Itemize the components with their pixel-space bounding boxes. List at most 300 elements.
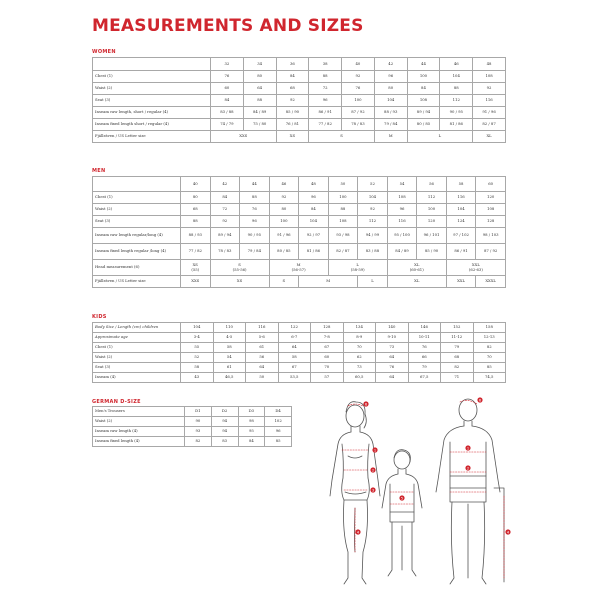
men-row (93, 216, 506, 228)
men-value: 90 / 95 (240, 228, 270, 244)
men-value: 83 / 88 (358, 244, 388, 260)
women-row (93, 95, 506, 107)
woman-figure (330, 402, 380, 584)
kids-value: 64 (246, 363, 279, 373)
men-row-label: Inseam raw length regular/long (4) (93, 228, 181, 244)
svg-text:2: 2 (371, 468, 375, 473)
men-value: 88 (181, 216, 211, 228)
men-letter-label: Fjällräven / US Letter size (93, 276, 181, 288)
kids-age-label: Approximate age (93, 333, 181, 343)
men-value: 82 / 87 (328, 244, 358, 260)
kids-value: 56 (246, 353, 279, 363)
women-row-label: Inseam raw length, short / regular (4) (93, 107, 211, 119)
kids-value: 76 (408, 343, 441, 353)
men-letter-size: XXL (446, 276, 476, 288)
women-row (93, 83, 506, 95)
german-value: 98 (238, 417, 265, 427)
kids-value: 53,5 (278, 373, 311, 383)
women-row (93, 71, 506, 83)
head-size-range: (56-57) (291, 266, 306, 272)
kids-row-label: Waist (2) (93, 353, 181, 363)
men-value: 104 (446, 204, 476, 216)
head-size-label: XS (192, 262, 198, 268)
women-value: 76 (211, 71, 244, 83)
men-row (93, 204, 506, 216)
men-value: 84 (210, 192, 240, 204)
men-value: 96 (299, 192, 329, 204)
women-value: 86 / 91 (309, 107, 342, 119)
women-size-header: 32 (211, 58, 244, 71)
men-value: 108 (328, 216, 358, 228)
kids-value: 60 (311, 353, 344, 363)
kids-value: 79 (441, 343, 474, 353)
men-value: 94 / 99 (358, 228, 388, 244)
men-letter-size: XXS (181, 276, 211, 288)
german-value: 96 (265, 427, 292, 437)
men-size-header: 46 (269, 177, 299, 192)
men-value: 124 (446, 216, 476, 228)
men-value: 87 / 92 (476, 244, 506, 260)
child-figure (382, 450, 422, 576)
german-value: 95 (238, 427, 265, 437)
women-value: 88 (309, 71, 342, 83)
marker-3-seat (370, 487, 375, 492)
women-value: 78 / 83 (342, 119, 375, 131)
men-value: 91 / 96 (269, 228, 299, 244)
kids-value: 82 (473, 343, 506, 353)
german-row (93, 437, 292, 447)
german-value: 84 (238, 437, 265, 447)
women-value: 92 (276, 95, 309, 107)
german-value: 94 (211, 417, 238, 427)
women-value: 75 / 80 (243, 119, 276, 131)
women-value: 96 (309, 95, 342, 107)
svg-text:6: 6 (364, 402, 368, 407)
women-header-row (93, 58, 506, 71)
men-letter-size: M (299, 276, 358, 288)
women-row (93, 119, 506, 131)
men-value: 77 / 82 (181, 244, 211, 260)
women-size-table (92, 57, 506, 143)
men-value: 128 (476, 216, 506, 228)
women-letter-size: XL (473, 131, 506, 143)
women-row (93, 107, 506, 119)
svg-text:3: 3 (371, 488, 375, 493)
women-value: 108 (473, 71, 506, 83)
german-size-header: D2 (211, 407, 238, 417)
kids-value: 70 (473, 353, 506, 363)
kids-value: 58 (181, 363, 214, 373)
women-size-header: 42 (374, 58, 407, 71)
men-value: 95 / 100 (387, 228, 417, 244)
kids-age: 12-13 (473, 333, 506, 343)
women-header-label (93, 58, 211, 71)
men-value: 104 (358, 192, 388, 204)
kids-value: 82 (441, 363, 474, 373)
men-letter-size: XS (210, 276, 269, 288)
women-value: 68 (276, 83, 309, 95)
kids-row-label: Chest (1) (93, 343, 181, 353)
women-value: 64 (243, 83, 276, 95)
men-value: 92 (358, 204, 388, 216)
kids-value: 62 (343, 353, 376, 363)
women-value: 100 (407, 71, 440, 83)
men-value: 79 / 84 (240, 244, 270, 260)
men-letter-size: XXXL (476, 276, 506, 288)
kids-row (93, 343, 506, 353)
women-value: 76 / 81 (276, 119, 309, 131)
german-value: 90 (185, 417, 212, 427)
women-value: 80 (374, 83, 407, 95)
marker-6-head (363, 401, 368, 406)
men-value: 108 (387, 192, 417, 204)
women-value: 84 (276, 71, 309, 83)
head-size-range: (55-56) (232, 266, 247, 272)
men-header-label (93, 177, 181, 192)
men-size-header: 40 (181, 177, 211, 192)
men-value: 96 (387, 204, 417, 216)
men-letter-size: L (358, 276, 388, 288)
men-value: 104 (299, 216, 329, 228)
german-row (93, 427, 292, 437)
men-row-label: Inseam fixed length regular /long (4) (93, 244, 181, 260)
kids-value: 64 (376, 373, 409, 383)
men-row (93, 192, 506, 204)
kids-value: 55 (181, 343, 214, 353)
marker-1-man-chest (465, 445, 470, 450)
men-head-row (93, 260, 506, 276)
women-value: 92 (473, 83, 506, 95)
kids-value: 64 (376, 353, 409, 363)
women-value: 83 / 88 (211, 107, 244, 119)
german-size-header: D1 (185, 407, 212, 417)
marker-6-man-head (477, 397, 482, 402)
kids-heading: KIDS (92, 314, 107, 320)
kids-value: 67 (311, 343, 344, 353)
men-value: 80 (269, 204, 299, 216)
head-size-label: XXL (471, 262, 480, 268)
men-size-header: 50 (328, 177, 358, 192)
men-value: 80 / 85 (269, 244, 299, 260)
women-value: 72 (309, 83, 342, 95)
men-head-size (210, 260, 269, 276)
head-size-range: (58-59) (350, 266, 365, 272)
kids-size-table (92, 322, 506, 383)
men-head-size (181, 260, 211, 276)
kids-value: 60,5 (343, 373, 376, 383)
men-value: 100 (417, 204, 447, 216)
kids-header-label: Body Size / Length (cm) children (93, 323, 181, 333)
men-value: 76 (240, 204, 270, 216)
men-value: 84 / 89 (387, 244, 417, 260)
women-value: 60 (211, 83, 244, 95)
women-size-header: 44 (407, 58, 440, 71)
kids-value: 74,5 (473, 373, 506, 383)
men-value: 78 / 83 (210, 244, 240, 260)
kids-value: 73 (343, 363, 376, 373)
german-value: 94 (211, 427, 238, 437)
men-size-header: 44 (240, 177, 270, 192)
kids-value: 76 (376, 363, 409, 373)
women-size-header: 38 (309, 58, 342, 71)
women-size-header: 46 (440, 58, 473, 71)
kids-age: 7-8 (311, 333, 344, 343)
kids-row-label: Inseam (4) (93, 373, 181, 383)
marker-5-child (399, 495, 404, 500)
men-value: 120 (476, 192, 506, 204)
head-size-range: (60-61) (409, 266, 424, 272)
women-value: 84 (211, 95, 244, 107)
women-value: 85 / 90 (276, 107, 309, 119)
women-value: 116 (473, 95, 506, 107)
women-value: 108 (407, 95, 440, 107)
kids-value: 61 (213, 363, 246, 373)
kids-row (93, 373, 506, 383)
men-head-size (269, 260, 328, 276)
german-size-header: D4 (265, 407, 292, 417)
men-value: 112 (358, 216, 388, 228)
women-letter-size: XXS (211, 131, 277, 143)
german-header-label: Men's Trousers (93, 407, 185, 417)
men-size-header: 58 (446, 177, 476, 192)
kids-age: 9-10 (376, 333, 409, 343)
kids-size-header: 116 (246, 323, 279, 333)
women-row-label: Inseam fixed length short / regular (4) (93, 119, 211, 131)
men-value: 89 / 94 (210, 228, 240, 244)
men-value: 116 (387, 216, 417, 228)
women-row-label: Seat (3) (93, 95, 211, 107)
men-head-size (387, 260, 446, 276)
marker-2-waist (370, 467, 375, 472)
men-size-header: 54 (387, 177, 417, 192)
kids-age: 11-12 (441, 333, 474, 343)
women-value: 82 / 87 (473, 119, 506, 131)
men-value: 80 (181, 192, 211, 204)
women-value: 87 / 92 (342, 107, 375, 119)
german-row-label: Waist (2) (93, 417, 185, 427)
men-value: 84 (299, 204, 329, 216)
german-value: 85 (265, 437, 292, 447)
kids-value: 61 (246, 343, 279, 353)
men-value: 112 (417, 192, 447, 204)
head-size-range: (55) (191, 266, 200, 272)
kids-value: 67,5 (408, 373, 441, 383)
men-size-header: 52 (358, 177, 388, 192)
women-value: 84 (407, 83, 440, 95)
german-value: 102 (265, 417, 292, 427)
kids-value: 68 (441, 353, 474, 363)
kids-value: 52 (181, 353, 214, 363)
women-letter-size: M (374, 131, 407, 143)
men-value: 100 (328, 192, 358, 204)
kids-value: 73 (376, 343, 409, 353)
men-value: 72 (210, 204, 240, 216)
men-value: 88 (240, 192, 270, 204)
men-value: 96 (240, 216, 270, 228)
kids-row-label: Seat (3) (93, 363, 181, 373)
kids-size-header: 122 (278, 323, 311, 333)
women-heading: WOMEN (92, 49, 116, 55)
svg-text:4: 4 (506, 530, 510, 535)
men-size-header: 56 (417, 177, 447, 192)
women-size-header: 36 (276, 58, 309, 71)
kids-value: 50 (246, 373, 279, 383)
women-row-label: Waist (2) (93, 83, 211, 95)
marker-4-man-inseam (505, 529, 510, 534)
kids-age: 10-11 (408, 333, 441, 343)
women-size-header: 48 (473, 58, 506, 71)
men-size-header: 48 (299, 177, 329, 192)
women-value: 80 (243, 71, 276, 83)
men-row (93, 244, 506, 260)
men-row-label: Chest (1) (93, 192, 181, 204)
men-value: 81 / 86 (299, 244, 329, 260)
kids-value: 70 (343, 343, 376, 353)
kids-value: 70 (311, 363, 344, 373)
man-figure (436, 399, 504, 584)
men-value: 98 / 103 (476, 228, 506, 244)
women-value: 96 (374, 71, 407, 83)
men-value: 96 / 101 (417, 228, 447, 244)
kids-size-header: 158 (473, 323, 506, 333)
women-value: 74 / 79 (211, 119, 244, 131)
men-value: 93 / 98 (328, 228, 358, 244)
marker-1-chest (372, 447, 377, 452)
men-value: 108 (476, 204, 506, 216)
men-value: 88 / 93 (181, 228, 211, 244)
svg-text:2: 2 (466, 466, 470, 471)
women-letter-size: S (309, 131, 375, 143)
men-letter-row (93, 276, 506, 288)
kids-size-header: 134 (343, 323, 376, 333)
men-value: 92 (210, 216, 240, 228)
men-value: 88 (328, 204, 358, 216)
men-value: 116 (446, 192, 476, 204)
kids-value: 71 (441, 373, 474, 383)
women-row-label: Chest (1) (93, 71, 211, 83)
men-row-label: Seat (3) (93, 216, 181, 228)
women-value: 104 (440, 71, 473, 83)
men-value: 85 / 90 (417, 244, 447, 260)
german-value: 93 (185, 427, 212, 437)
german-header-row (93, 407, 292, 417)
women-size-header: 40 (342, 58, 375, 71)
women-value: 79 / 84 (374, 119, 407, 131)
men-head-size (328, 260, 387, 276)
women-size-header: 34 (243, 58, 276, 71)
kids-header-row (93, 323, 506, 333)
svg-text:6: 6 (478, 398, 482, 403)
kids-value: 58 (278, 353, 311, 363)
kids-value: 57 (311, 373, 344, 383)
marker-2-man-waist (465, 465, 470, 470)
german-size-table (92, 406, 292, 447)
german-heading: GERMAN D-SIZE (92, 399, 141, 405)
kids-value: 67 (278, 363, 311, 373)
german-row (93, 417, 292, 427)
kids-value: 54 (213, 353, 246, 363)
svg-text:5: 5 (400, 496, 404, 501)
men-value: 100 (269, 216, 299, 228)
german-row-label: Inseam fixed length (4) (93, 437, 185, 447)
kids-size-header: 140 (376, 323, 409, 333)
kids-age: 5-6 (246, 333, 279, 343)
women-value: 100 (342, 95, 375, 107)
women-value: 81 / 86 (440, 119, 473, 131)
german-row-label: Inseam raw length (4) (93, 427, 185, 437)
german-size-header: D3 (238, 407, 265, 417)
men-row (93, 228, 506, 244)
kids-age-row (93, 333, 506, 343)
men-size-header: 60 (476, 177, 506, 192)
women-value: 80 / 85 (407, 119, 440, 131)
men-head-label: Head measurement (6) (93, 260, 181, 276)
kids-value: 79 (408, 363, 441, 373)
kids-value: 85 (473, 363, 506, 373)
men-value: 92 / 97 (299, 228, 329, 244)
women-value: 90 / 95 (440, 107, 473, 119)
women-value: 89 / 94 (407, 107, 440, 119)
page-title: MEASUREMENTS AND SIZES (92, 16, 364, 36)
body-measurement-illustration (318, 392, 518, 588)
women-value: 88 (243, 95, 276, 107)
men-value: 92 (269, 192, 299, 204)
svg-text:4: 4 (356, 530, 360, 535)
kids-size-header: 152 (441, 323, 474, 333)
kids-value: 66 (408, 353, 441, 363)
men-header-row (93, 177, 506, 192)
women-value: 84 / 89 (243, 107, 276, 119)
marker-4-inseam (355, 529, 360, 534)
head-size-range: (62-63) (468, 266, 483, 272)
kids-age: 4-5 (213, 333, 246, 343)
kids-value: 46,5 (213, 373, 246, 383)
women-value: 77 / 82 (309, 119, 342, 131)
german-value: 83 (211, 437, 238, 447)
men-heading: MEN (92, 168, 106, 174)
men-value: 68 (181, 204, 211, 216)
svg-text:1: 1 (373, 448, 377, 453)
svg-text:1: 1 (466, 446, 470, 451)
kids-age: 3-4 (181, 333, 214, 343)
kids-age: 8-9 (343, 333, 376, 343)
kids-row (93, 353, 506, 363)
head-size-label: S (238, 262, 241, 268)
women-value: 104 (374, 95, 407, 107)
men-letter-size: S (269, 276, 299, 288)
women-value: 112 (440, 95, 473, 107)
head-size-label: M (296, 262, 301, 268)
women-letter-size: XS (276, 131, 309, 143)
kids-value: 58 (213, 343, 246, 353)
women-letter-size: L (407, 131, 473, 143)
women-value: 92 (342, 71, 375, 83)
women-value: 88 (440, 83, 473, 95)
men-row-label: Waist (2) (93, 204, 181, 216)
men-letter-size: XL (387, 276, 446, 288)
head-size-label: L (356, 262, 359, 268)
kids-size-header: 104 (181, 323, 214, 333)
men-value: 120 (417, 216, 447, 228)
kids-row (93, 363, 506, 373)
women-letter-row (93, 131, 506, 143)
kids-value: 64 (278, 343, 311, 353)
german-value: 82 (185, 437, 212, 447)
women-value: 76 (342, 83, 375, 95)
women-value: 91 / 96 (473, 107, 506, 119)
men-value: 86 / 91 (446, 244, 476, 260)
head-size-label: XL (414, 262, 420, 268)
